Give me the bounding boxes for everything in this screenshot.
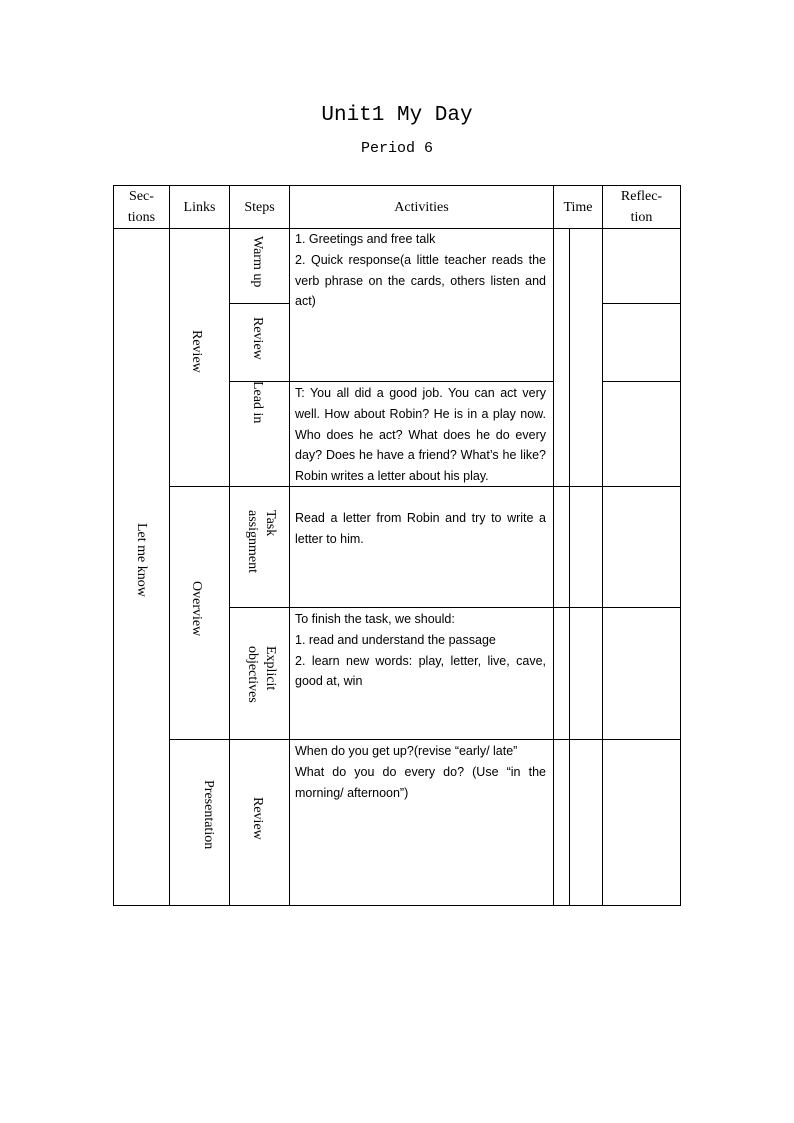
activity-objectives-line2: 1. read and understand the passage	[295, 632, 496, 647]
col-line-time-inner-1	[569, 229, 570, 905]
activity-objectives	[295, 609, 546, 692]
activity-task-text: Read a letter from Robin and try to write a letter to him.	[295, 511, 546, 546]
activity-objectives-line1: To finish the task, we should:	[295, 612, 455, 626]
reflection-line-1	[602, 303, 680, 304]
activity-leadin-text: T: You all did a good job. You can act very well. How about Robin? He is in a play now. Who does he act? What does he do every day? Does he have a friend? What’s he like? Robin writes a letter about his play.	[295, 386, 546, 484]
col-line-activities	[289, 186, 290, 905]
steps-line-warmup	[229, 303, 289, 304]
header-time: Time	[563, 199, 593, 215]
page-title: Unit1 My Day	[321, 104, 473, 127]
link-presentation: Presentation	[201, 780, 216, 850]
links-line-2	[169, 739, 680, 740]
link-overview: Overview	[189, 581, 204, 637]
activity-presentation	[295, 741, 546, 803]
header-links: Links	[183, 199, 216, 215]
link-review: Review	[189, 330, 204, 373]
activity-presentation-line2: What do you do every do? (Use “in the morning/ afternoon”)	[295, 764, 546, 800]
step-lead-in: Lead in	[250, 381, 265, 424]
header-reflection: Reflec- tion	[620, 189, 663, 225]
activity-presentation-line1: When do you get up?(revise “early/ late”	[295, 744, 518, 758]
activity-warmup-line2: 2. Quick response(a little teacher reads the verb phrase on the cards, others listen and act)	[295, 252, 546, 309]
header-steps: Steps	[244, 199, 275, 215]
page-subtitle: Period 6	[360, 140, 433, 157]
activity-task	[295, 508, 546, 550]
header-sections: Sec- tions	[127, 189, 156, 225]
step-explicit-objectives: Explicit objectives	[245, 646, 278, 703]
activity-objectives-line3: 2. learn new words: play, letter, live, cave, good at, win	[295, 653, 546, 689]
col-line-time	[553, 186, 554, 905]
step-review: Review	[250, 317, 265, 360]
step-task-assignment: Task assignment	[245, 510, 278, 573]
header-activities: Activities	[394, 199, 449, 215]
col-line-steps	[229, 186, 230, 905]
lesson-table	[113, 185, 681, 906]
step-review-presentation: Review	[250, 797, 265, 840]
steps-line-task	[229, 607, 680, 608]
step-warm-up: Warm up	[250, 236, 265, 288]
activity-warmup-line1: 1. Greetings and free talk	[295, 232, 436, 246]
col-line-links	[169, 186, 170, 905]
steps-line-review	[229, 381, 553, 382]
section-let-me-know: Let me know	[134, 523, 149, 597]
activity-leadin	[295, 383, 546, 487]
activity-warmup	[295, 229, 546, 312]
col-line-time-inner-2	[602, 229, 603, 905]
reflection-line-2	[602, 381, 680, 382]
